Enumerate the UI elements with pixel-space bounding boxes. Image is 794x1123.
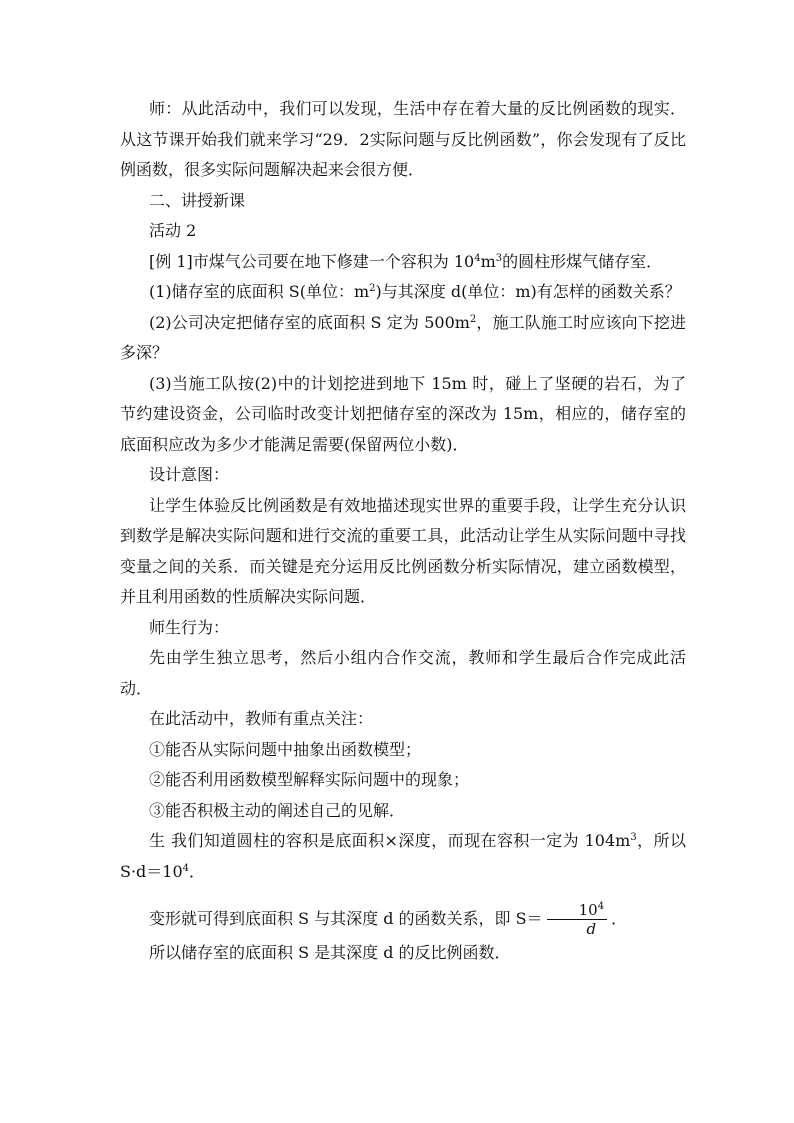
student-answer: 生 我们知道圆柱的容积是底面积×深度，而现在容积一定为 $104m^3$，所以 $S\cdot d=10^4$． bbox=[120, 831, 686, 881]
question-2: (2)公司决定把储存室的底面积 S 定为 $500m^2$，施工队施工时应该向下挖进多深？ bbox=[120, 312, 686, 362]
conclusion: 所以储存室的底面积 S 是其深度 d 的反比例函数． bbox=[149, 943, 511, 962]
teacher-student-heading: 师生行为： bbox=[149, 617, 230, 637]
focus-item-2: ②能否利用函数模型解释实际问题中的现象； bbox=[149, 770, 470, 789]
example-statement: [例 1]市煤气公司要在地下修建一个容积为 $10^4m^3$的圆柱形煤气储存室． bbox=[149, 251, 663, 271]
document-body bbox=[120, 94, 686, 969]
function-relation: 变形就可得到底面积 S 与其深度 d 的函数关系，即 S＝ $\frac{10^4}{d}$ ． bbox=[149, 901, 628, 938]
question-1: (1)储存室的底面积 S(单位：$m^2$)与其深度 d(单位：m)有怎样的函数关系？ bbox=[149, 282, 681, 301]
design-intent-heading: 设计意图： bbox=[149, 465, 230, 484]
question-3: (3)当施工队按(2)中的计划挖进到地下 15m 时，碰上了坚硬的岩石，为了节约建设资金，公司临时改变计划把储存室的深改为 15m，相应的，储存室的底面积应改为多少才能满足需要(保留两位小数)． bbox=[120, 373, 686, 454]
design-intent-text: 让学生体验反比例函数是有效地描述现实世界的重要手段，让学生充分认识到数学是解决实际问题和进行交流的重要工具，此活动让学生从实际问题中寻找变量之间的关系．而关键是充分运用反比例函数分析实际情况，建立函数模型，并且利用函数的性质解决实际问题． bbox=[120, 495, 686, 606]
paragraph-intro: 师：从此活动中，我们可以发现，生活中存在着大量的反比例函数的现实．从这节课开始我们就来学习“29．2实际问题与反比例函数”，你会发现有了反比例函数，很多实际问题解决起来会很方便． bbox=[120, 99, 686, 179]
fraction-10-4-over-d: $\frac{10^4}{d}$ bbox=[547, 901, 607, 938]
section-heading: 二、讲授新课 bbox=[149, 190, 246, 210]
teacher-student-text: 先由学生独立思考，然后小组内合作交流，教师和学生最后合作完成此活动． bbox=[120, 648, 686, 698]
focus-item-1: ①能否从实际问题中抽象出函数模型； bbox=[149, 739, 422, 759]
focus-item-3: ③能否积极主动的阐述自己的见解． bbox=[149, 800, 406, 820]
focus-heading: 在此活动中，教师有重点关注： bbox=[149, 709, 374, 728]
activity-label: 活动 2 bbox=[149, 221, 197, 240]
